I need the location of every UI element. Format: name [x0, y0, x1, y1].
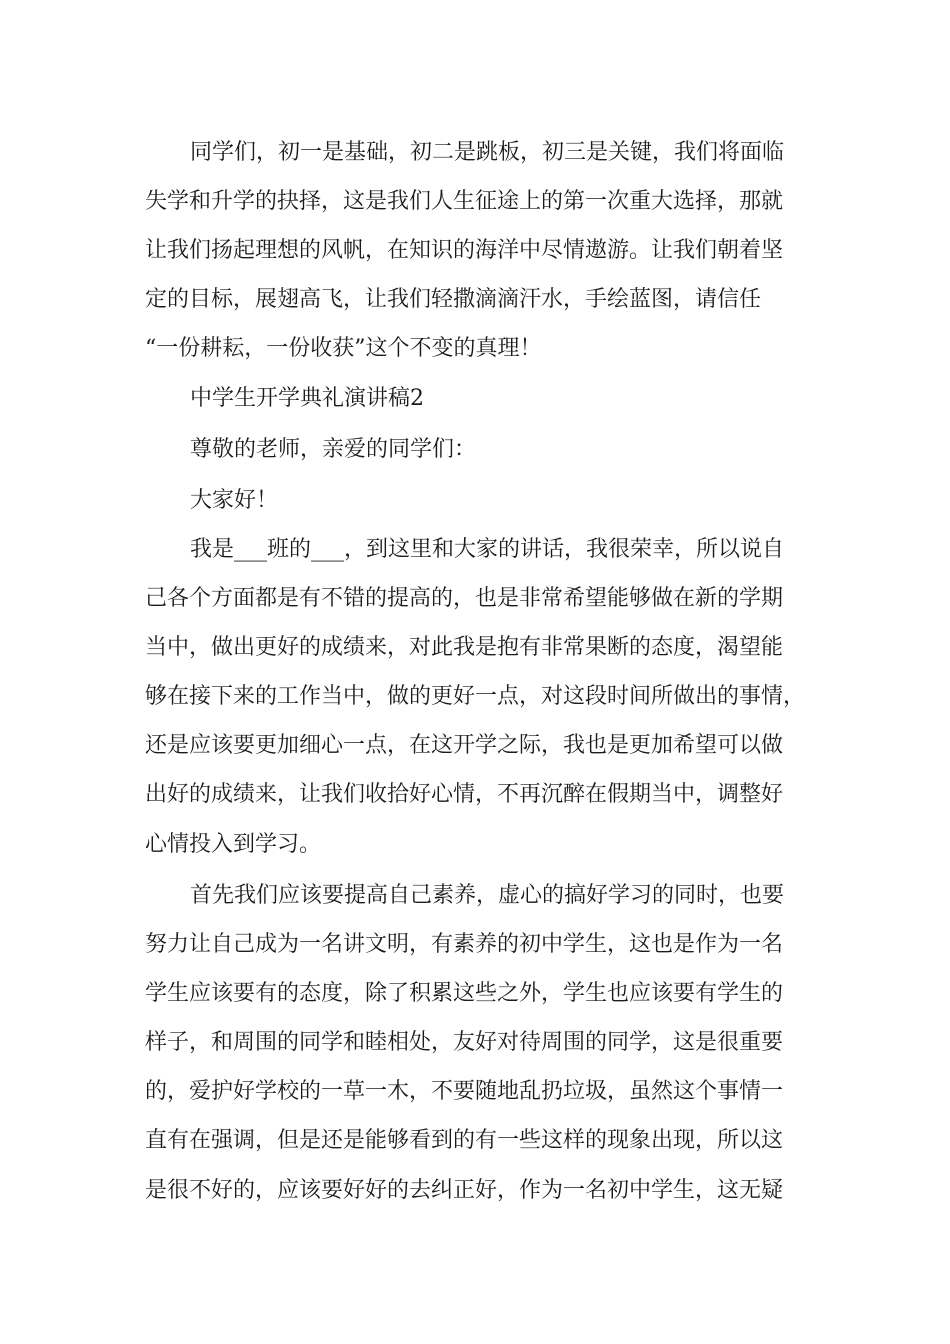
paragraph-1-line-5: “一份耕耘，一份收获”这个不变的真理！ — [145, 336, 542, 361]
paragraph-1-line-1: 同学们，初一是基础，初二是跳板，初三是关键，我们将面临 — [190, 140, 785, 165]
paragraph-3-line-5: 的，爱护好学校的一草一木，不要随地乱扔垃圾，虽然这个事情一 — [145, 1079, 784, 1104]
paragraph-3-line-3: 学生应该要有的态度，除了积累这些之外，学生也应该要有学生的 — [145, 981, 784, 1006]
paragraph-2-line-2: 己各个方面都是有不错的提高的，也是非常希望能够做在新的学期 — [145, 586, 784, 611]
paragraph-2-line-3: 当中，做出更好的成绩来，对此我是抱有非常果断的态度，渴望能 — [145, 635, 784, 660]
paragraph-2-line-4: 够在接下来的工作当中，做的更好一点，对这段时间所做出的事情， — [145, 684, 806, 709]
greeting: 大家好！ — [190, 488, 279, 513]
paragraph-1-line-3: 让我们扬起理想的风帆，在知识的海洋中尽情遨游。让我们朝着坚 — [145, 238, 784, 263]
section-heading: 中学生开学典礼演讲稿2 — [190, 386, 424, 411]
paragraph-1-line-2: 失学和升学的抉择，这是我们人生征途上的第一次重大选择，那就 — [145, 189, 784, 214]
paragraph-3-line-6: 直有在强调，但是还是能够看到的有一些这样的现象出现，所以这 — [145, 1128, 784, 1153]
paragraph-2-line-5: 还是应该要更加细心一点，在这开学之际，我也是更加希望可以做 — [145, 733, 784, 758]
salutation: 尊敬的老师，亲爱的同学们： — [190, 437, 477, 462]
paragraph-3-line-4: 样子，和周围的同学和睦相处，友好对待周围的同学，这是很重要 — [145, 1030, 784, 1055]
paragraph-2-line-1: 我是___班的___，到这里和大家的讲话，我很荣幸，所以说自 — [190, 537, 785, 562]
paragraph-1-line-4: 定的目标，展翅高飞，让我们轻撒滴滴汗水，手绘蓝图，请信任 — [145, 287, 762, 312]
paragraph-3-line-1: 首先我们应该要提高自己素养，虚心的搞好学习的同时，也要 — [190, 883, 785, 908]
paragraph-2-line-6: 出好的成绩来，让我们收拾好心情，不再沉醉在假期当中，调整好 — [145, 782, 784, 807]
paragraph-3-line-7: 是很不好的，应该要好好的去纠正好，作为一名初中学生，这无疑 — [145, 1178, 784, 1203]
paragraph-2-line-7: 心情投入到学习。 — [145, 832, 322, 857]
paragraph-3-line-2: 努力让自己成为一名讲文明，有素养的初中学生，这也是作为一名 — [145, 932, 784, 957]
